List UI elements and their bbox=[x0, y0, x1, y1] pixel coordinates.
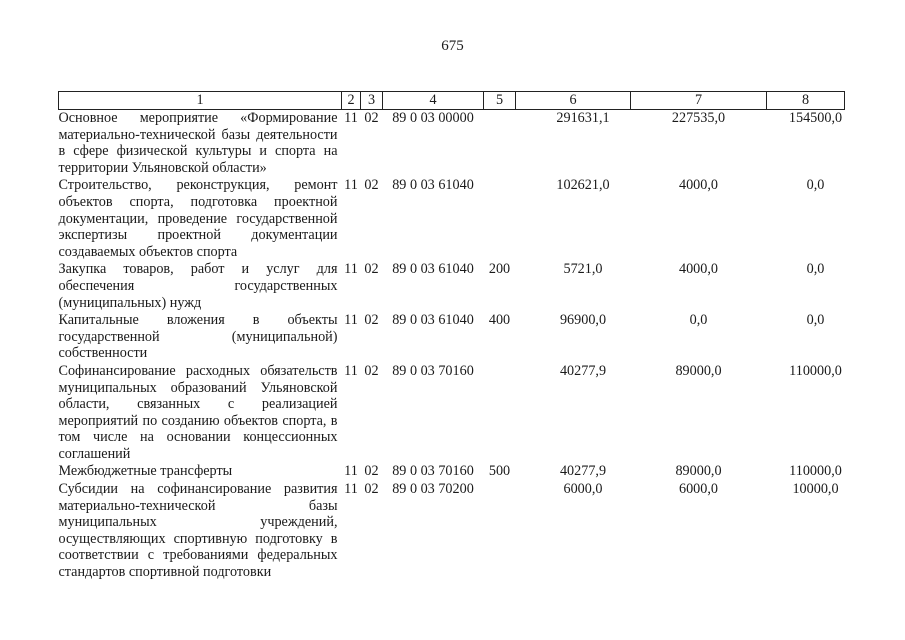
row-amount-col8: 0,0 bbox=[806, 312, 825, 329]
row-target-code: 89 0 03 61040 bbox=[392, 261, 474, 278]
row-subsection: 02 bbox=[364, 177, 379, 194]
row-amount-col6: 5721,0 bbox=[563, 261, 603, 278]
row-target-code: 89 0 03 61040 bbox=[392, 312, 474, 329]
row-amount-col7: 4000,0 bbox=[678, 177, 718, 194]
row-name: Капитальные вложения в объекты государственной (муниципальной) собственности bbox=[58, 312, 338, 362]
column-header-3: 3 bbox=[361, 92, 383, 110]
row-amount-col8: 10000,0 bbox=[792, 481, 839, 498]
row-amount-col6: 96900,0 bbox=[559, 312, 607, 329]
column-header-4: 4 bbox=[383, 92, 484, 110]
row-section: 11 bbox=[344, 312, 358, 329]
row-amount-col7: 89000,0 bbox=[675, 362, 722, 379]
row-name: Закупка товаров, работ и услуг для обеспечения государственных (муниципальных) нужд bbox=[58, 261, 338, 311]
column-header-1: 1 bbox=[59, 92, 342, 110]
row-amount-col7: 0,0 bbox=[689, 312, 708, 329]
row-amount-col7: 4000,0 bbox=[678, 261, 718, 278]
row-expense-type: 400 bbox=[488, 312, 511, 329]
row-amount-col6: 40277,9 bbox=[559, 362, 607, 379]
row-amount-col8: 154500,0 bbox=[788, 110, 843, 126]
row-amount-col6: 6000,0 bbox=[563, 481, 603, 498]
row-expense-type bbox=[484, 481, 516, 582]
row-section: 11 bbox=[344, 177, 358, 194]
table-body bbox=[59, 110, 845, 582]
table-row bbox=[59, 177, 845, 261]
row-amount-col6: 40277,9 bbox=[559, 463, 607, 480]
row-amount-col8: 0,0 bbox=[806, 177, 825, 194]
row-section: 11 bbox=[344, 110, 358, 126]
table-row bbox=[59, 363, 845, 464]
header-row bbox=[59, 92, 845, 110]
page-number: 675 bbox=[441, 38, 464, 54]
row-amount-col8: 110000,0 bbox=[789, 362, 842, 379]
column-header-5: 5 bbox=[484, 92, 516, 110]
row-amount-col6: 291631,1 bbox=[556, 110, 610, 126]
row-subsection: 02 bbox=[364, 110, 379, 126]
table-row bbox=[59, 463, 845, 481]
row-expense-type bbox=[484, 363, 516, 464]
row-name: Софинансирование расходных обязательств муниципальных образований Ульяновской области, связанных с реализацией мероприятий по созданию объектов спорта, в том числе на основании концессионных соглашений bbox=[58, 362, 338, 462]
row-name: Субсидии на софинансирование развития материально-технической базы муниципальных учреждений, осуществляющих спортивную подготовку в соответствии с требованиями федеральных стандартов спортивной подготовки bbox=[58, 481, 338, 581]
row-amount-col8: 0,0 bbox=[806, 261, 825, 278]
row-subsection: 02 bbox=[364, 481, 379, 498]
table-row bbox=[59, 481, 845, 582]
column-header-7: 7 bbox=[631, 92, 767, 110]
row-subsection: 02 bbox=[364, 362, 379, 379]
row-expense-type: 500 bbox=[488, 463, 511, 480]
budget-table bbox=[58, 91, 845, 582]
row-section: 11 bbox=[344, 463, 358, 480]
row-expense-type bbox=[484, 110, 516, 178]
row-expense-type bbox=[484, 177, 516, 261]
row-subsection: 02 bbox=[364, 312, 379, 329]
row-amount-col7: 89000,0 bbox=[675, 463, 722, 480]
row-name: Строительство, реконструкция, ремонт объектов спорта, подготовка проектной документации, проведение государственной экспертизы проектной документации создаваемых объектов спорта bbox=[58, 177, 338, 260]
row-section: 11 bbox=[344, 481, 358, 498]
row-target-code: 89 0 03 70200 bbox=[392, 481, 474, 498]
row-name: Межбюджетные трансферты bbox=[58, 463, 233, 480]
row-name: Основное мероприятие «Формирование материально-технической базы деятельности в сфере физической культуры и спорта на территории Ульяновской области» bbox=[58, 110, 338, 176]
table-row bbox=[59, 261, 845, 312]
row-subsection: 02 bbox=[364, 463, 379, 480]
table-row bbox=[59, 312, 845, 363]
row-target-code: 89 0 03 61040 bbox=[392, 177, 474, 194]
row-section: 11 bbox=[344, 261, 358, 278]
row-amount-col6: 102621,0 bbox=[556, 177, 610, 194]
row-target-code: 89 0 03 00000 bbox=[392, 110, 474, 126]
row-target-code: 89 0 03 70160 bbox=[392, 362, 474, 379]
row-amount-col7: 6000,0 bbox=[678, 481, 718, 498]
row-section: 11 bbox=[344, 362, 358, 379]
row-amount-col7: 227535,0 bbox=[671, 110, 726, 126]
row-subsection: 02 bbox=[364, 261, 379, 278]
column-header-2: 2 bbox=[342, 92, 361, 110]
column-header-6: 6 bbox=[516, 92, 631, 110]
row-amount-col8: 110000,0 bbox=[789, 463, 842, 480]
table-header bbox=[59, 92, 845, 110]
row-expense-type: 200 bbox=[488, 261, 511, 278]
row-target-code: 89 0 03 70160 bbox=[392, 463, 474, 480]
column-header-8: 8 bbox=[767, 92, 845, 110]
table-row bbox=[59, 110, 845, 178]
